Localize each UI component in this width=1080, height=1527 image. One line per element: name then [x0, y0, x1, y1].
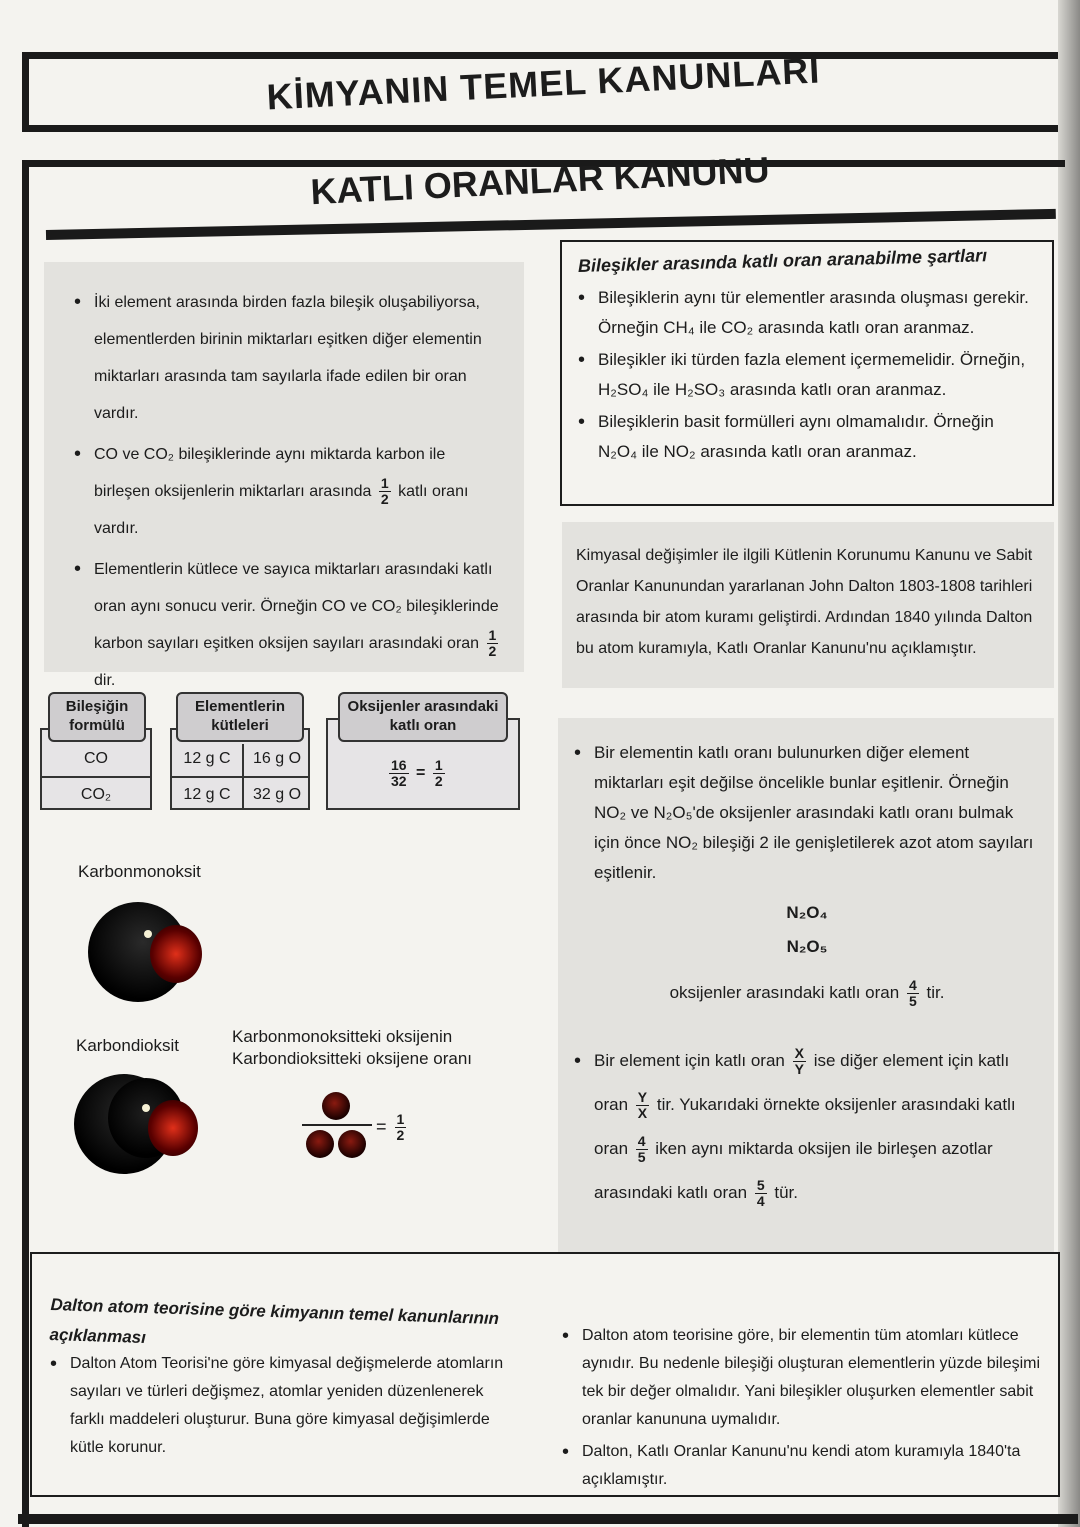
- dalton-point: • Dalton, Katlı Oranlar Kanunu'nu kendi atom kuramıyla 1840'ta açıklamıştır.: [562, 1438, 1042, 1494]
- oxygen-ratio-line: oksijenler arasındaki katlı oran $\frac{4}{5}$ tir.: [669, 977, 945, 1009]
- oxygen-atom-icon: [338, 1130, 366, 1158]
- fraction-bar: [302, 1124, 372, 1126]
- condition-item: • Bileşikler iki türden fazla element içermemelidir. Örneğin, H₂SO₄ ile H₂SO₃ arasında katlı oran aranmaz.: [578, 345, 1036, 405]
- condition-item: • Bileşiklerin basit formülleri aynı olmamalıdır. Örneğin N₂O₄ ile NO₂ arasında katlı oran aranmaz.: [578, 407, 1036, 467]
- table-cell-mass: 12 g C: [183, 750, 231, 767]
- oxygen-atom: [148, 1100, 198, 1156]
- table-cell-mass: 32 g O: [252, 786, 302, 803]
- bottom-rule: [18, 1514, 1078, 1524]
- count-ratio-bullet: [74, 551, 504, 699]
- oxygen-ratio-caption: Karbonmonoksitteki oksijenin Karbondioksitteki oksijene oranı: [232, 1027, 473, 1068]
- table-header-ratio: Oksijenler arasındaki katlı oran: [338, 692, 508, 742]
- main-title-frame: [22, 49, 1058, 132]
- count-ratio-text-end: dir.: [94, 672, 116, 689]
- dalton-history-panel: Kimyasal değişimler ile ilgili Kütlenin Korunumu Kanunu ve Sabit Oranlar Kanunundan yararlanan John Dalton 1803-1808 tarihleri arasında bir atom kuramı geliştirdi. Ardından 1840 yılında Dalton bu atom kuramıyla, Katlı Oranlar Kanunu'nu açıklamıştır.: [562, 522, 1054, 688]
- table-header-masses: Elementlerin kütleleri: [176, 692, 304, 742]
- conditions-box: [560, 240, 1054, 506]
- dalton-theory-right-column: [562, 1322, 1042, 1498]
- inverse-ratio-bullet: • Bir element için katlı oran $\frac{X}{Y}$ ise diğer element için katlı oran $\frac{Y}{X}$ tir. Yukarıdaki örnekte oksijenler arasındaki katlı oran $\frac{4}{5}$ iken aynı miktarda oksijen ile birleşen azotlar arasındaki katlı oran $\frac{5}{4}$ tür.: [574, 1039, 1040, 1215]
- katli-oran-definition-panel: [44, 262, 524, 689]
- conditions-title: Bileşikler arasında katlı oran aranabilme şartları: [577, 245, 988, 276]
- table-cell-formula: CO: [84, 750, 108, 767]
- co-co2-text-end: katlı oranı vardır.: [94, 483, 469, 537]
- equalize-bullet: • Bir elementin katlı oranı bulunurken diğer element miktarları eşit değilse öncelikle bunlar eşitlenir. Örneğin NO₂ ve N₂O₅'de oksijenler arasındaki katlı oranı bulmak için önce NO₂ bileşiği 2 ile genişletilerek azot atom sayıları eşitlenir.: [574, 738, 1040, 888]
- dalton-theory-title: Dalton atom teorisine göre kimyanın temel kanunlarının açıklanması: [49, 1295, 500, 1348]
- formula-n2o5: N₂O₅: [786, 937, 828, 956]
- section-title: KATLI ORANLAR KANUNU: [309, 148, 771, 213]
- dalton-theory-left-column: [50, 1350, 520, 1466]
- dalton-point: • Dalton Atom Teorisi'ne göre kimyasal değişmelerde atomların sayıları ve türleri değişmez, atomlar yeniden düzenlenerek farklı maddeleri oluşturur. Buna göre kimyasal değişimlerde kütle korunur.: [50, 1350, 520, 1462]
- oxygen-atom-icon: [306, 1130, 334, 1158]
- table-ratio-value: $\frac{16}{32}$ = $\frac{1}{2}$: [391, 757, 443, 789]
- molecule-ratio-value: = $\frac{1}{2}$: [376, 1111, 405, 1143]
- fraction-one-half: $\frac{1}{2}$: [488, 627, 497, 660]
- condition-item: • Bileşiklerin aynı tür elementler arasında oluşması gerekir. Örneğin CH₄ ile CO₂ arasında katlı oran aranmaz.: [578, 283, 1036, 343]
- co-label: Karbonmonoksit: [78, 862, 201, 881]
- co-co2-text: CO ve CO₂ bileşiklerinde aynı miktarda karbon ile birleşen oksijenlerin miktarları arasında: [94, 446, 446, 500]
- definition-bullet: • İki element arasında birden fazla bileşik oluşabiliyorsa, elementlerden birinin miktarları eşitken diğer elementin miktarları arasında tam sayılarla ifade edilen bir oran vardır.: [74, 284, 504, 432]
- highlight: [142, 1104, 150, 1112]
- highlight: [144, 930, 152, 938]
- table-divider: [170, 776, 310, 778]
- formula-n2o4: N₂O₄: [786, 903, 828, 922]
- table-cell-formula: CO₂: [80, 786, 112, 803]
- oxygen-atom: [150, 925, 202, 983]
- main-title: KİMYANIN TEMEL KANUNLARI: [265, 49, 822, 118]
- table-cell-mass: 12 g C: [183, 786, 231, 803]
- oxygen-atom-icon: [322, 1092, 350, 1120]
- count-ratio-text: Elementlerin kütlece ve sayıca miktarları arasındaki katlı oran aynı sonucu verir. Örneğin CO ve CO₂ bileşiklerinde karbon sayıları eşitken oksijen sayıları arasındaki oran: [94, 561, 499, 652]
- co2-label: Karbondioksit: [76, 1036, 180, 1055]
- table-header-formula: Bileşiğin formülü: [48, 692, 146, 742]
- table-divider: [40, 776, 152, 778]
- katli-oran-example-panel: [558, 718, 1054, 1258]
- dalton-point: • Dalton atom teorisine göre, bir elementin tüm atomları kütlece aynıdır. Bu nedenle bileşiği oluşturan elementlerin yüzde bileşimi tek bir değer olmalıdır. Yani bileşikler oluşurken elementler sabit oranlar kanununa uymalıdır.: [562, 1322, 1042, 1434]
- fraction-one-half: $\frac{1}{2}$: [380, 475, 389, 508]
- co-co2-bullet: [74, 436, 504, 547]
- table-cell-mass: 16 g O: [252, 750, 302, 767]
